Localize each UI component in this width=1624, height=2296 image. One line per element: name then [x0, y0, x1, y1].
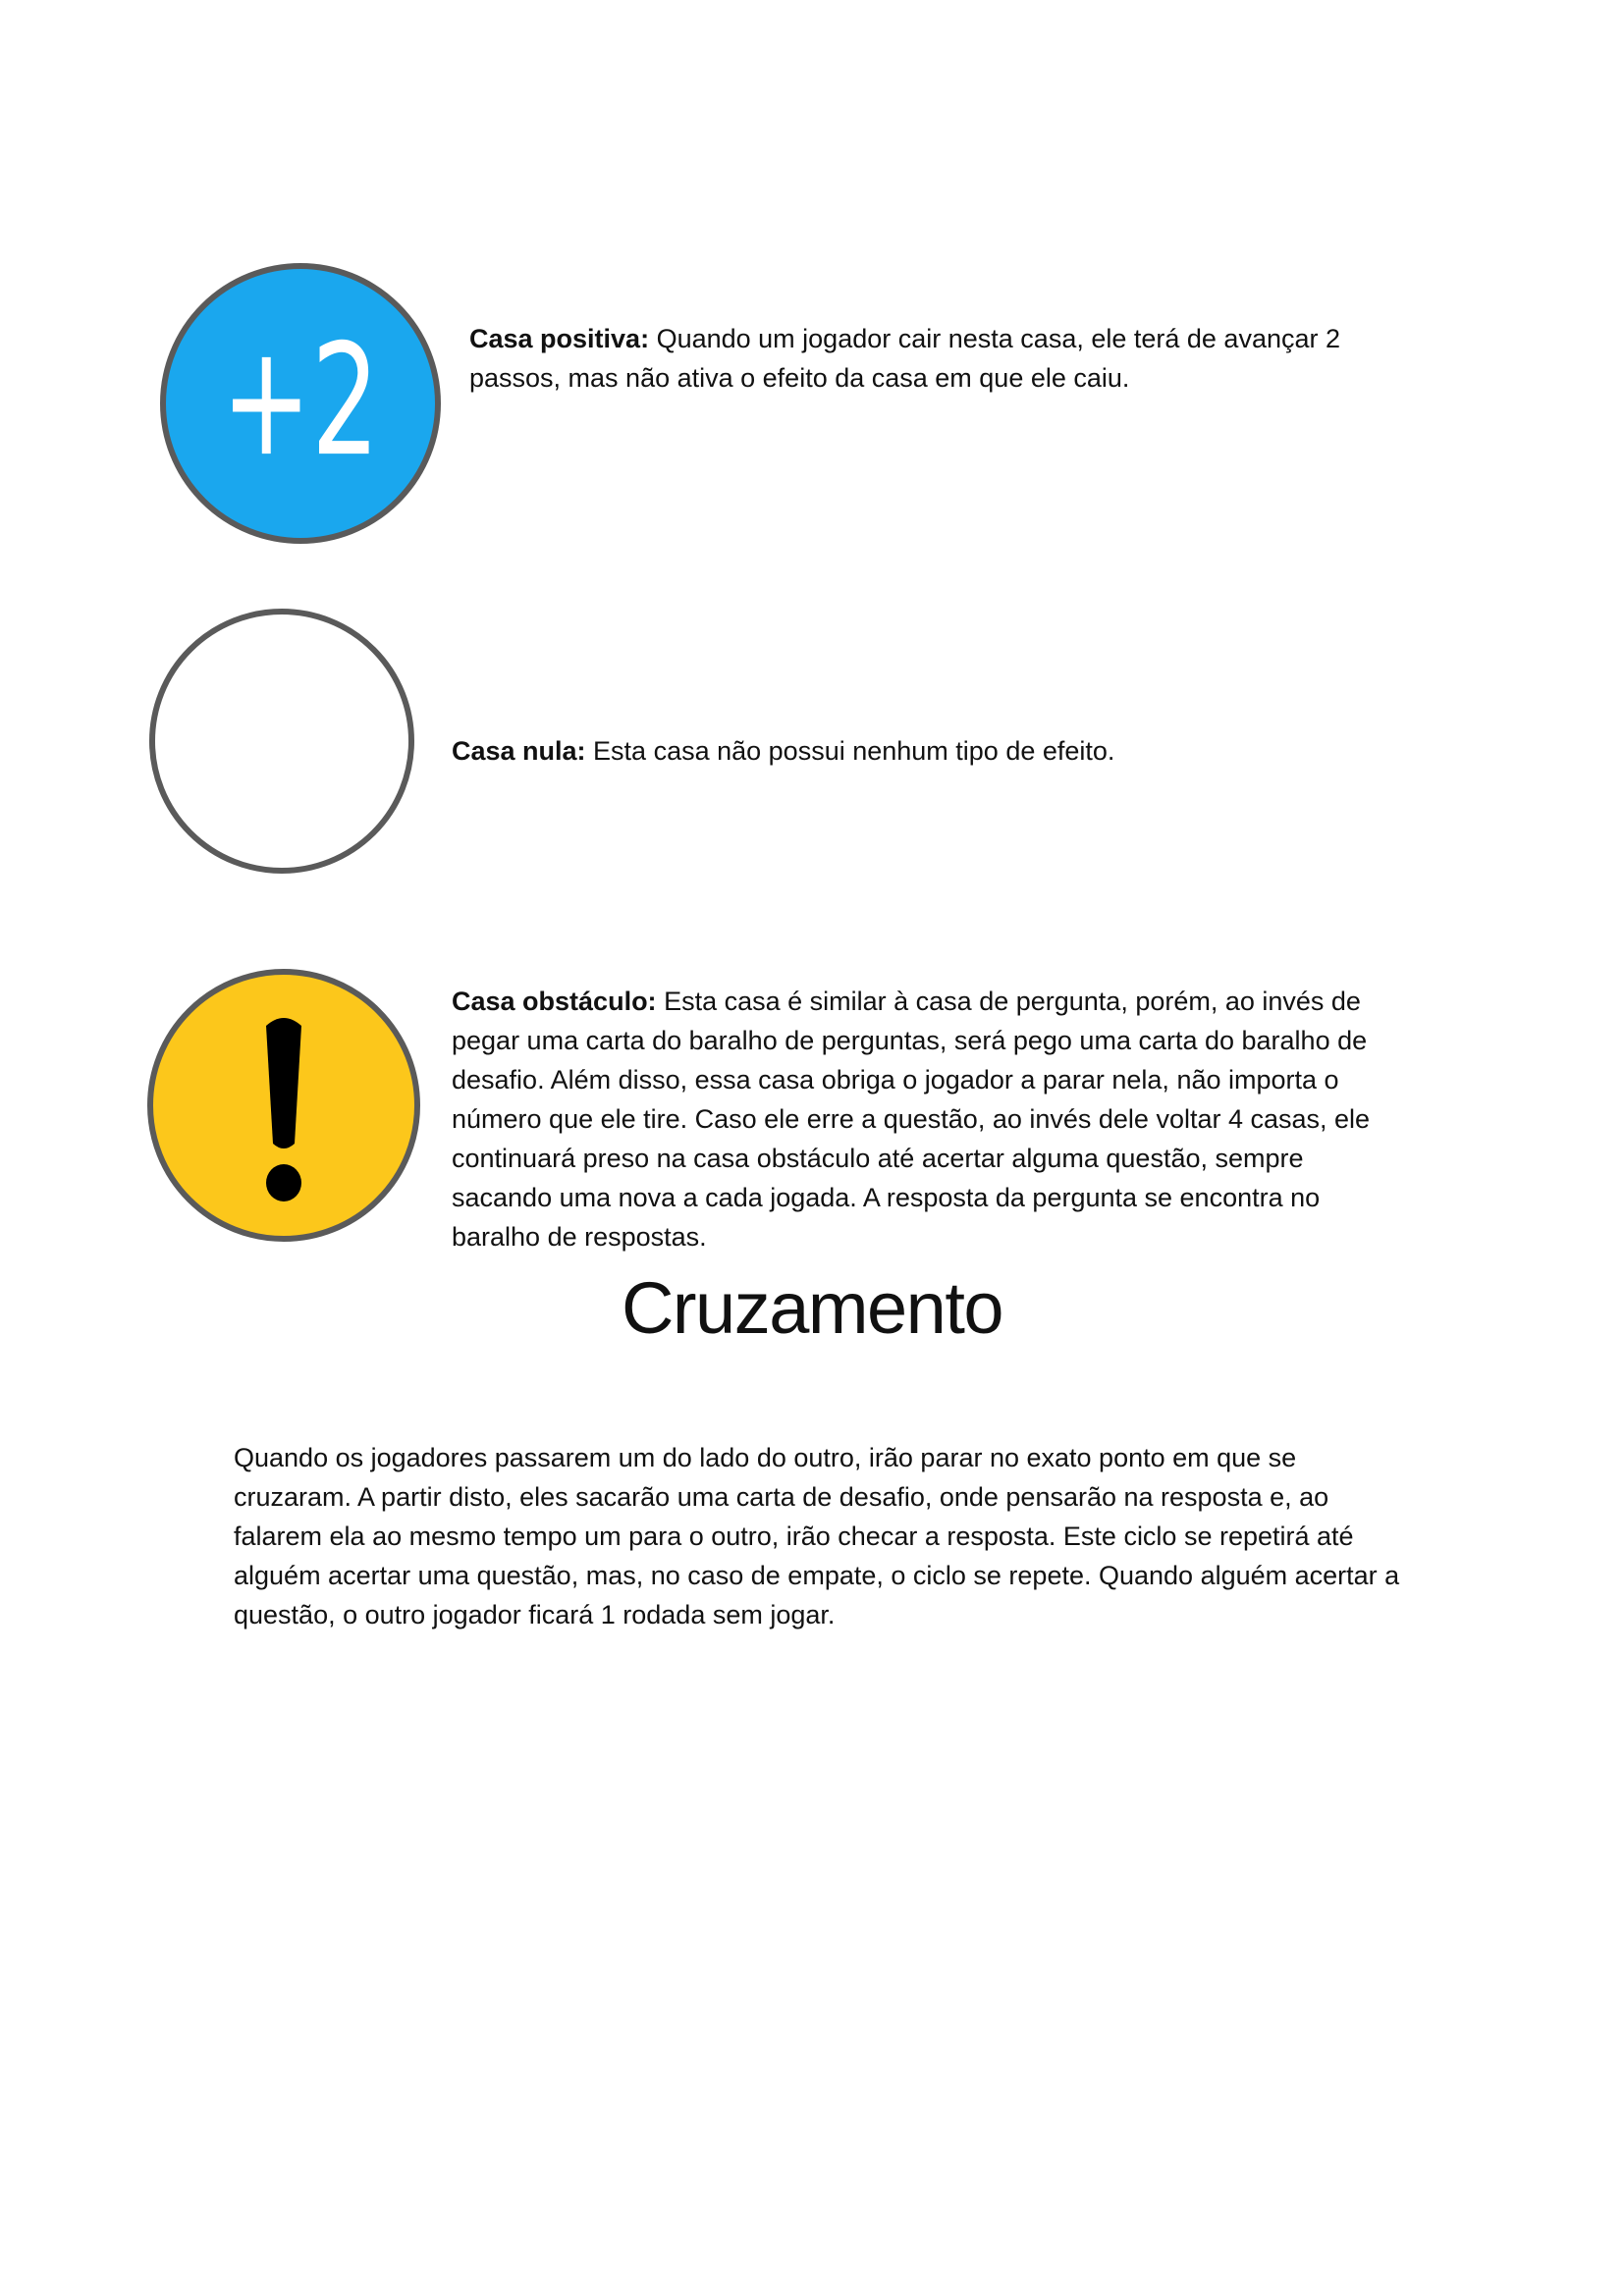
tile-description-obstaculo: [452, 982, 1384, 1256]
tile-label: Casa obstáculo:: [452, 987, 657, 1016]
plus-two-circle-icon: [157, 260, 444, 547]
tile-description-positiva: [469, 319, 1382, 398]
warning-exclamation-icon: [145, 967, 422, 1244]
tile-label: Casa positiva:: [469, 324, 650, 353]
tile-text: Esta casa é similar à casa de pergunta, porém, ao invés de pegar uma carta do baralho de perguntas, será pego uma carta do baralho de desafio. Além disso, essa casa obriga o jogador a parar nela, não importa o número que ele tire. Caso ele erre a questão, ao invés dele voltar 4 casas, ele continuará preso na casa obstáculo até acertar alguma questão, sempre sacando uma nova a cada jogada. A resposta da pergunta se encontra no baralho de respostas.: [452, 987, 1371, 1252]
tile-label: Casa nula:: [452, 736, 586, 766]
tile-text: Esta casa não possui nenhum tipo de efeito.: [585, 736, 1115, 766]
section-body: Quando os jogadores passarem um do lado do outro, irão parar no exato ponto em que se cruzaram. A partir disto, eles sacarão uma carta de desafio, onde pensarão na resposta e, ao falarem ela ao mesmo tempo um para o outro, irão checar a resposta. Este ciclo se repetirá até alguém acertar uma questão, mas, no caso de empate, o ciclo se repete. Quando alguém acertar a questão, o outro jogador ficará 1 rodada sem jogar.: [234, 1443, 1400, 1629]
tile-description-nula: [452, 731, 1384, 771]
plus-two-label: +2: [221, 311, 380, 491]
section-title: Cruzamento: [621, 1267, 1003, 1349]
tile-text: Quando um jogador cair nesta casa, ele terá de avançar 2 passos, mas não ativa o efeito da casa em que ele caiu.: [469, 324, 1341, 393]
empty-circle-icon: [147, 607, 416, 876]
